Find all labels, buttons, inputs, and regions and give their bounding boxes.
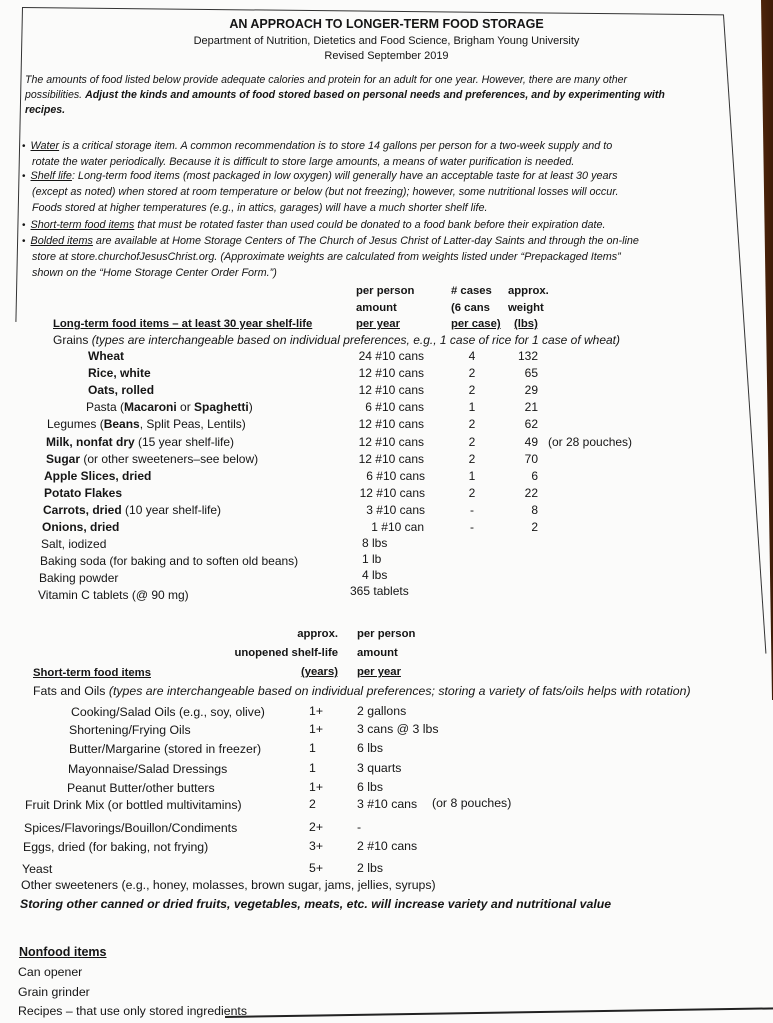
intro-line-2 [25, 89, 665, 101]
amount-cell: 12 #10 cans [359, 485, 425, 500]
revised-date: Revised September 2019 [324, 50, 449, 62]
item-bold: Potato Flakes [44, 485, 123, 500]
box-border-right [723, 15, 766, 654]
amount-cell: 24 #10 cans [358, 349, 424, 363]
shelf-life-cell: 2+ [309, 820, 324, 834]
short-term-item-name: Peanut Butter/other butters [67, 781, 215, 795]
shelf-life-cell: 1 [309, 761, 316, 775]
food-item-name [88, 349, 124, 363]
food-item-name [88, 366, 151, 380]
weight-cell: 132 [517, 349, 538, 363]
food-item-name [43, 503, 221, 517]
variety-note: Storing other canned or dried fruits, vegetables, meats, etc. will increase variety and nutritional value [20, 897, 612, 911]
amount-cell: 1 #10 can [371, 520, 424, 534]
item-bold: Oats, rolled [88, 383, 155, 398]
bullet-dot-icon: • [22, 141, 26, 152]
short-term-item-name: Shortening/Frying Oils [69, 723, 191, 737]
cases-cell: 2 [468, 383, 476, 398]
amount-cell: 3 #10 cans [366, 502, 425, 517]
item-bold: Apple Slices, dried [44, 468, 152, 483]
amount-cell: 8 lbs [362, 535, 388, 550]
item-bold: Wheat [88, 349, 124, 363]
cases-cell: 2 [468, 485, 476, 500]
bullet-text: store at store.churchofJesusChrist.org. (Approximate weights are calculated from weights listed under “Prepackaged Items” [32, 251, 621, 264]
bullet-text: (except as noted) when stored at room temperature or below (but not freezing); however, some nutritional losses will occur. [32, 186, 619, 199]
bullet-line [22, 235, 639, 247]
amount-cell: 12 #10 cans [358, 417, 424, 432]
item-bold: Onions, dried [42, 520, 120, 534]
bullet-text: are available at Home Storage Centers of The Church of Jesus Christ of Latter-day Saints and through the on-line [92, 235, 639, 247]
nonfood-item: Can opener [18, 965, 83, 979]
short-term-item-name: Cooking/Salad Oils (e.g., soy, olive) [71, 705, 265, 719]
bullet-line [32, 267, 277, 279]
amount-cell: 12 #10 cans [358, 383, 424, 398]
intro-line-3: recipes. [25, 104, 66, 116]
bullet-line [22, 140, 612, 152]
shelf-life-cell: 1+ [309, 722, 324, 736]
nonfood-item: Recipes – that use only stored ingredients [18, 1004, 247, 1018]
st-amount-cell: 2 #10 cans [357, 839, 418, 853]
col-cases-h2: (6 cans [451, 302, 490, 314]
item-text: Legumes ( [47, 417, 104, 432]
bullet-term: Short-term food items [30, 219, 135, 231]
intro-plain: possibilities. [25, 89, 86, 101]
weight-cell: 6 [531, 468, 538, 483]
intro-line-1: The amounts of food listed below provide adequate calories and protein for an adult for one year. However, there are many other [25, 74, 628, 86]
amount-cell: 365 tablets [350, 583, 409, 598]
food-item-name [47, 417, 246, 431]
weight-cell: 21 [524, 400, 538, 415]
weight-cell: 22 [524, 485, 538, 500]
st-amount-cell: 6 lbs [357, 741, 383, 755]
amount-cell: 6 #10 cans [366, 468, 425, 483]
st-col-amount-h3: per year [357, 666, 401, 678]
st-amount-cell: 2 gallons [357, 704, 407, 718]
st-amount-cell: 3 cans @ 3 lbs [357, 722, 439, 736]
amount-cell: 12 #10 cans [358, 434, 424, 449]
weight-cell: 2 [531, 520, 538, 534]
st-amount-cell: 3 quarts [357, 761, 402, 775]
amount-cell: 6 #10 cans [365, 400, 424, 415]
food-item-name [42, 520, 119, 534]
food-item-name [88, 383, 154, 397]
item-bold: Sugar [46, 451, 81, 466]
grains-line [53, 333, 620, 347]
amount-cell: 12 #10 cans [358, 451, 424, 466]
amount-cell: 12 #10 cans [358, 366, 424, 381]
weight-cell: 49 [524, 434, 538, 449]
weight-cell: 70 [524, 451, 538, 466]
shelf-life-cell: 1+ [309, 780, 324, 794]
short-term-item-name: Fruit Drink Mix (or bottled multivitamins) [25, 798, 242, 812]
food-item-name [86, 400, 253, 414]
cases-cell: 2 [468, 434, 476, 449]
weight-cell: 8 [531, 502, 538, 517]
col-weight-h1: approx. [508, 285, 549, 297]
document-title: AN APPROACH TO LONGER-TERM FOOD STORAGE [229, 17, 544, 31]
bullet-dot-icon: • [22, 171, 26, 182]
short-term-item-name: Eggs, dried (for baking, not frying) [23, 840, 209, 854]
col-amount-h2: amount [356, 302, 397, 314]
bullet-line [32, 186, 619, 198]
bullet-text: rotate the water periodically. Because it is difficult to store large amounts, a means of water purification is needed. [32, 156, 575, 169]
shelf-life-cell: 1 [309, 741, 316, 755]
col-cases-h1: # cases [451, 285, 492, 297]
shelf-life-cell: 3+ [309, 839, 324, 853]
food-item-name [39, 571, 118, 585]
short-term-item-name: Butter/Margarine (stored in freezer) [69, 742, 262, 756]
col-shelf-h3: (years) [300, 666, 338, 678]
short-term-item-name: Yeast [22, 862, 53, 876]
fats-line [33, 684, 691, 698]
st-amount-cell: - [357, 820, 362, 834]
item-bold: Spaghetti [194, 400, 249, 415]
item-text: Salt, iodized [41, 537, 107, 552]
item-text: Baking powder [39, 571, 119, 586]
st-amount-cell: 6 lbs [357, 780, 383, 794]
col-amount-h3: per year [356, 318, 400, 330]
cases-cell: 4 [468, 349, 476, 363]
item-bold: Milk, nonfat dry [46, 434, 135, 449]
item-text: (10 year shelf-life) [121, 502, 222, 517]
bullet-text: Foods stored at higher temperatures (e.g., in attics, garages) will have a much shorter shelf life. [32, 202, 488, 215]
cases-cell: - [470, 502, 474, 517]
food-item-name [46, 435, 234, 449]
intro-bold: Adjust the kinds and amounts of food stored based on personal needs and preferences, and by experimenting with [85, 89, 665, 101]
shelf-life-cell: 1+ [309, 704, 324, 718]
item-bold: Rice, white [88, 366, 151, 381]
bullet-line [22, 219, 606, 231]
col-shelf-h2: unopened shelf-life [234, 647, 338, 659]
food-item-name [44, 469, 151, 483]
fats-label: Fats and Oils [33, 684, 109, 698]
st-amount-cell: 2 lbs [357, 861, 383, 875]
shelf-life-cell: 2 [309, 797, 316, 811]
bullet-text: shown on the “Home Storage Center Order Form.”) [32, 267, 277, 280]
weight-note: (or 28 pouches) [548, 434, 633, 449]
col-weight-h2: weight [508, 302, 544, 314]
bullet-text: : Long-term food items (most packaged in low oxygen) will generally have an acceptable taste for at least 30 years [71, 170, 618, 182]
st-col-amount-h1: per person [357, 628, 416, 640]
col-shelf-h1: approx. [297, 628, 338, 640]
bullet-line [32, 251, 621, 263]
long-term-heading: Long-term food items – at least 30 year shelf-life [53, 318, 313, 330]
short-term-item-name: Spices/Flavorings/Bouillon/Condiments [24, 821, 238, 835]
st-amount-note: (or 8 pouches) [432, 796, 512, 810]
food-item-name [41, 537, 106, 551]
other-sweeteners: Other sweeteners (e.g., honey, molasses, brown sugar, jams, jellies, syrups) [21, 878, 436, 892]
food-item-name [44, 486, 122, 500]
page-bottom-edge [225, 1007, 773, 1018]
short-term-heading: Short-term food items [33, 667, 151, 679]
bullet-term: Bolded items [30, 235, 93, 247]
food-item-name [38, 588, 189, 602]
bullet-term: Shelf life [30, 170, 72, 182]
item-text: (15 year shelf-life) [134, 434, 235, 449]
item-bold: Beans [103, 417, 140, 432]
wood-table-edge [733, 0, 773, 700]
amount-cell: 1 lb [362, 551, 382, 566]
food-item-name [40, 554, 298, 568]
bullet-line [32, 202, 487, 214]
bullet-dot-icon: • [22, 220, 26, 231]
fats-note: (types are interchangeable based on individual preferences; storing a variety of fats/oils helps with rotation) [108, 684, 691, 698]
item-text: Pasta ( [86, 400, 125, 415]
bullet-text: is a critical storage item. A common recommendation is to store 14 gallons per person for a two-week supply and to [59, 140, 613, 152]
grains-note: (types are interchangeable based on individual preferences, e.g., 1 case of rice for 1 case of wheat) [91, 333, 620, 347]
bullet-dot-icon: • [22, 236, 26, 247]
col-weight-h3: (lbs) [514, 318, 538, 330]
cases-cell: 2 [468, 451, 476, 466]
st-amount-cell: 3 #10 cans [357, 797, 418, 811]
item-text: Vitamin C tablets (@ 90 mg) [38, 588, 189, 603]
weight-cell: 62 [524, 417, 538, 432]
item-text: , Split Peas, Lentils) [139, 417, 246, 432]
grains-label: Grains [53, 333, 92, 347]
shelf-life-cell: 5+ [309, 861, 324, 875]
nonfood-heading: Nonfood items [19, 945, 107, 959]
weight-cell: 65 [524, 366, 538, 381]
box-border-top [22, 7, 724, 15]
food-item-name [46, 452, 258, 466]
nonfood-item: Grain grinder [18, 985, 90, 999]
item-text: Baking soda (for baking and to soften old beans) [40, 554, 299, 569]
item-bold: Macaroni [124, 400, 177, 415]
bullet-text: that must be rotated faster than used could be donated to a food bank before their expiration date. [134, 219, 606, 231]
item-text: or [176, 400, 195, 415]
cases-cell: 1 [468, 400, 476, 415]
st-col-amount-h2: amount [357, 647, 398, 659]
amount-cell: 4 lbs [362, 567, 388, 582]
col-cases-h3: per case) [451, 318, 501, 330]
cases-cell: 2 [468, 366, 476, 381]
item-text: ) [248, 400, 253, 415]
department-line: Department of Nutrition, Dietetics and Food Science, Brigham Young University [193, 35, 580, 47]
short-term-item-name: Mayonnaise/Salad Dressings [68, 762, 228, 776]
bullet-term: Water [30, 140, 60, 152]
cases-cell: 1 [468, 468, 476, 483]
cases-cell: 2 [468, 417, 476, 432]
col-amount-h1: per person [356, 285, 415, 297]
item-text: (or other sweeteners–see below) [80, 451, 259, 466]
weight-cell: 29 [524, 383, 538, 398]
bullet-line [32, 156, 574, 168]
item-bold: Carrots, dried [43, 502, 122, 517]
bullet-line [22, 170, 617, 182]
cases-cell: - [470, 520, 474, 534]
